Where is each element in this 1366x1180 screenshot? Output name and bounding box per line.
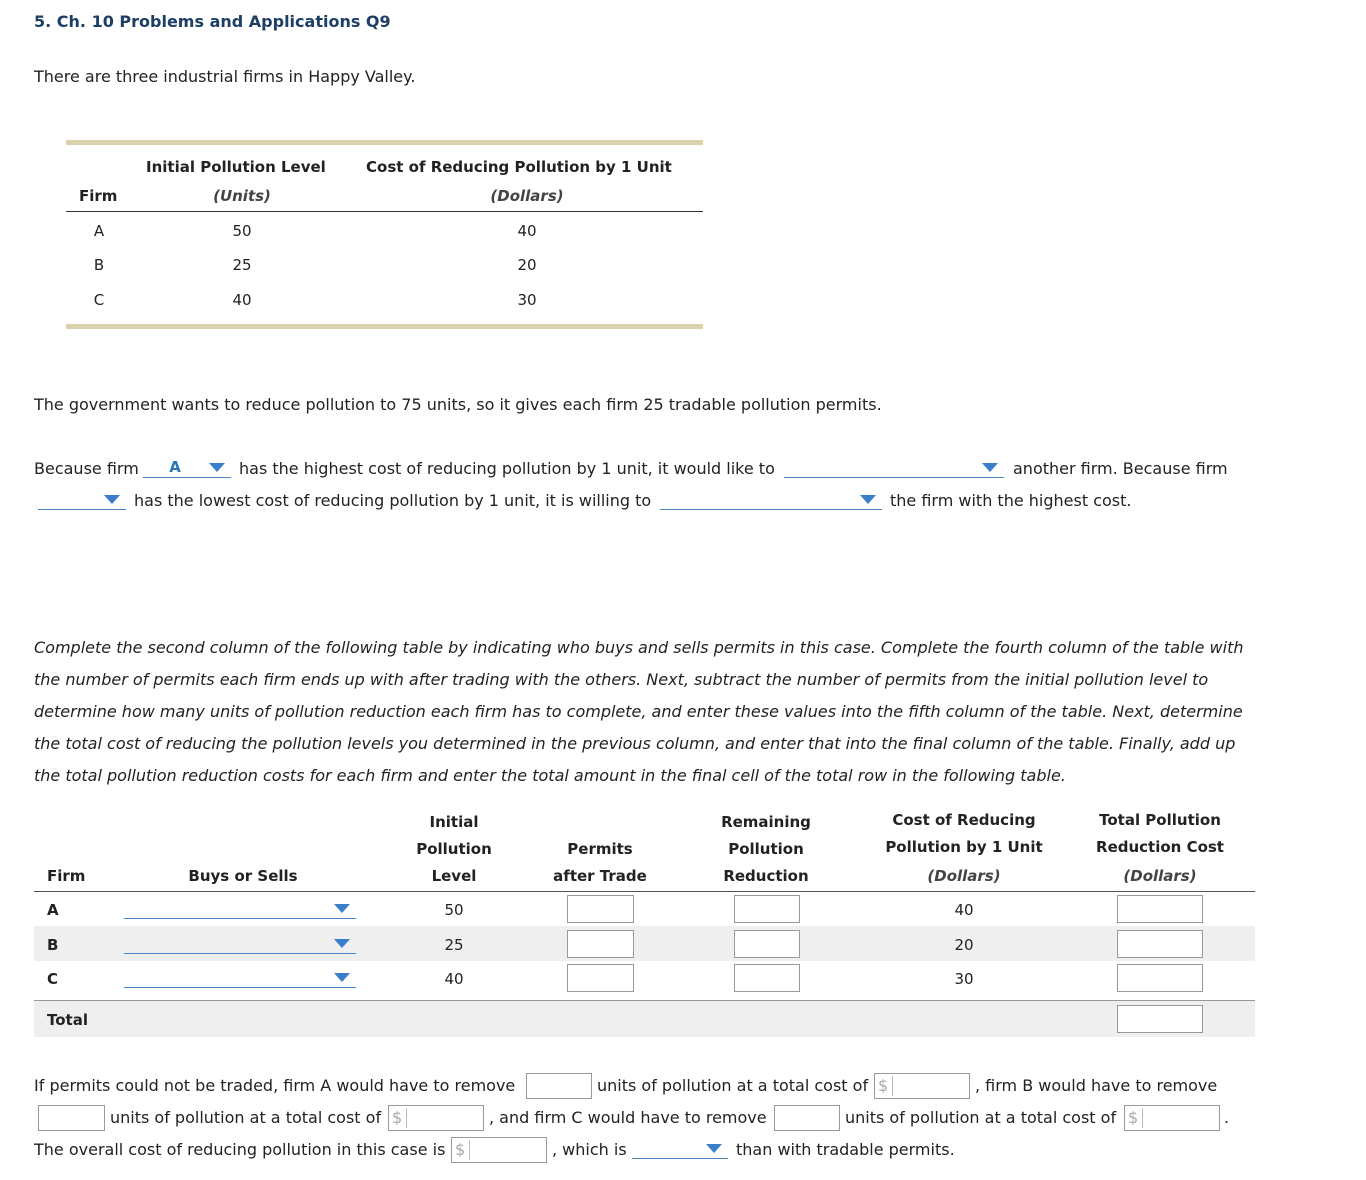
row-firm: B — [93, 256, 105, 274]
chevron-down-icon — [334, 973, 350, 982]
dollar-icon: $ — [455, 1140, 470, 1160]
row-cost: 30 — [517, 291, 537, 309]
action-dropdown-1[interactable] — [784, 458, 1004, 478]
firm-a-cost-input[interactable] — [874, 1073, 970, 1099]
remaining-input-b[interactable] — [734, 930, 800, 958]
government-text: The government wants to reduce pollution to 75 units, so it gives each firm 25 tradable pollution permits. — [34, 395, 882, 414]
buys-sells-dropdown-b[interactable] — [124, 934, 356, 954]
final-text-4: units of pollution at a total cost of — [110, 1108, 382, 1127]
chevron-down-icon — [209, 463, 225, 472]
firm-c-cost-input[interactable] — [1124, 1105, 1220, 1131]
row-cost: 20 — [517, 256, 537, 274]
firm-b-units-input[interactable] — [38, 1105, 105, 1131]
row-cost: 20 — [954, 936, 974, 954]
row-firm: A — [47, 901, 59, 919]
chevron-down-icon — [334, 904, 350, 913]
row-initial: 25 — [444, 936, 464, 954]
total-row-shading — [34, 1001, 1255, 1037]
permits-input-c[interactable] — [567, 964, 634, 992]
final-text-6: units of pollution at a total cost of — [845, 1108, 1117, 1127]
permits-input-a[interactable] — [567, 895, 634, 923]
header-units: (Units) — [213, 187, 271, 205]
header-total-2: Reduction Cost — [1096, 838, 1224, 856]
row-firm: C — [47, 970, 59, 988]
header-total-3: (Dollars) — [1123, 867, 1197, 885]
total-cost-input-a[interactable] — [1117, 895, 1203, 923]
final-text-9: , which is — [552, 1140, 627, 1159]
dollar-icon: $ — [1128, 1108, 1143, 1128]
firm-c-units-input[interactable] — [774, 1105, 840, 1131]
final-text-10: than with tradable permits. — [736, 1140, 955, 1159]
header-initial-3: Level — [431, 867, 477, 885]
buys-sells-dropdown-c[interactable] — [124, 968, 356, 988]
permits-table — [34, 800, 1255, 1040]
header-rule — [34, 891, 1255, 892]
table-top-rule — [66, 140, 703, 145]
row-cost: 30 — [954, 970, 974, 988]
row-initial: 50 — [232, 222, 252, 240]
instructions-text: Complete the second column of the following table by indicating who buys and sells permits in this case. Complete the fourth column of the table with the number of permits each firm ends up with after trading with the others. Next, subtract the number of permits from the initial pollution level to determine how many units of pollution reduction each firm has to complete, and enter these values into the fifth column of the table. Next, determine the total cost of reducing the pollution levels you determined in the previous column, and enter that into the final column of the table. Finally, add up the total pollution reduction costs for each firm and enter the total amount in the final cell of the total row in the following table. — [34, 638, 1244, 785]
header-initial-level: Initial Pollution Level — [146, 158, 326, 176]
highest-cost-firm-dropdown[interactable] — [143, 458, 231, 478]
header-cost-reducing: Cost of Reducing Pollution by 1 Unit — [366, 158, 672, 176]
header-initial-2: Pollution — [416, 840, 492, 858]
total-cost-input-b[interactable] — [1117, 930, 1203, 958]
because-text-4: has the lowest cost of reducing pollution by 1 unit, it is willing to — [134, 491, 652, 510]
row-firm: B — [47, 936, 59, 954]
final-text-7: . — [1224, 1108, 1230, 1127]
chevron-down-icon — [334, 939, 350, 948]
because-text-3: another firm. Because firm — [1013, 459, 1228, 478]
action-dropdown-2[interactable] — [660, 490, 882, 510]
final-text-5: , and firm C would have to remove — [489, 1108, 767, 1127]
dropdown-value: A — [169, 458, 181, 476]
row-firm: C — [93, 291, 105, 309]
row-initial: 25 — [232, 256, 252, 274]
intro-text: There are three industrial firms in Happy Valley. — [34, 67, 416, 86]
lowest-cost-firm-dropdown[interactable] — [38, 490, 126, 510]
row-cost: 40 — [517, 222, 537, 240]
row-firm: A — [93, 222, 105, 240]
header-remaining-2: Pollution — [728, 840, 804, 858]
permits-input-b[interactable] — [567, 930, 634, 958]
firm-b-cost-input[interactable] — [388, 1105, 484, 1131]
total-label: Total — [47, 1011, 88, 1029]
question-title: 5. Ch. 10 Problems and Applications Q9 — [34, 12, 391, 31]
header-firm: Firm — [47, 867, 86, 885]
header-cost-2: Pollution by 1 Unit — [885, 838, 1043, 856]
final-text-3: , firm B would have to remove — [975, 1076, 1218, 1095]
because-text-5: the firm with the highest cost. — [890, 491, 1132, 510]
header-remaining-3: Reduction — [723, 867, 809, 885]
because-text-1: Because firm — [34, 459, 139, 478]
header-firm: Firm — [79, 187, 118, 205]
row-initial: 40 — [232, 291, 252, 309]
chevron-down-icon — [982, 463, 998, 472]
firm-a-units-input[interactable] — [526, 1073, 592, 1099]
row-initial: 50 — [444, 901, 464, 919]
header-remaining-1: Remaining — [721, 813, 811, 831]
remaining-input-a[interactable] — [734, 895, 800, 923]
overall-cost-input[interactable] — [451, 1137, 547, 1163]
header-cost-3: (Dollars) — [927, 867, 1001, 885]
dollar-icon: $ — [878, 1076, 893, 1096]
row-initial: 40 — [444, 970, 464, 988]
firm-info-table — [66, 140, 703, 330]
header-cost-1: Cost of Reducing — [892, 811, 1036, 829]
chevron-down-icon — [104, 495, 120, 504]
header-rule — [66, 211, 703, 212]
total-cost-input-c[interactable] — [1117, 964, 1203, 992]
dollar-icon: $ — [392, 1108, 407, 1128]
header-permits-1: Permits — [567, 840, 633, 858]
header-buys-sells: Buys or Sells — [188, 867, 298, 885]
row-cost: 40 — [954, 901, 974, 919]
chevron-down-icon — [860, 495, 876, 504]
comparison-dropdown[interactable] — [632, 1139, 728, 1159]
final-text-8: The overall cost of reducing pollution in this case is — [34, 1140, 446, 1159]
table-bottom-rule — [66, 324, 703, 329]
header-dollars: (Dollars) — [490, 187, 564, 205]
final-text-1: If permits could not be traded, firm A would have to remove — [34, 1076, 516, 1095]
header-initial-1: Initial — [429, 813, 479, 831]
total-cost-input-sum[interactable] — [1117, 1005, 1203, 1033]
because-text-2: has the highest cost of reducing pollution by 1 unit, it would like to — [239, 459, 775, 478]
chevron-down-icon — [706, 1144, 722, 1153]
header-total-1: Total Pollution — [1099, 811, 1221, 829]
buys-sells-dropdown-a[interactable] — [124, 899, 356, 919]
remaining-input-c[interactable] — [734, 964, 800, 992]
final-text-2: units of pollution at a total cost of — [597, 1076, 869, 1095]
header-permits-2: after Trade — [553, 867, 647, 885]
